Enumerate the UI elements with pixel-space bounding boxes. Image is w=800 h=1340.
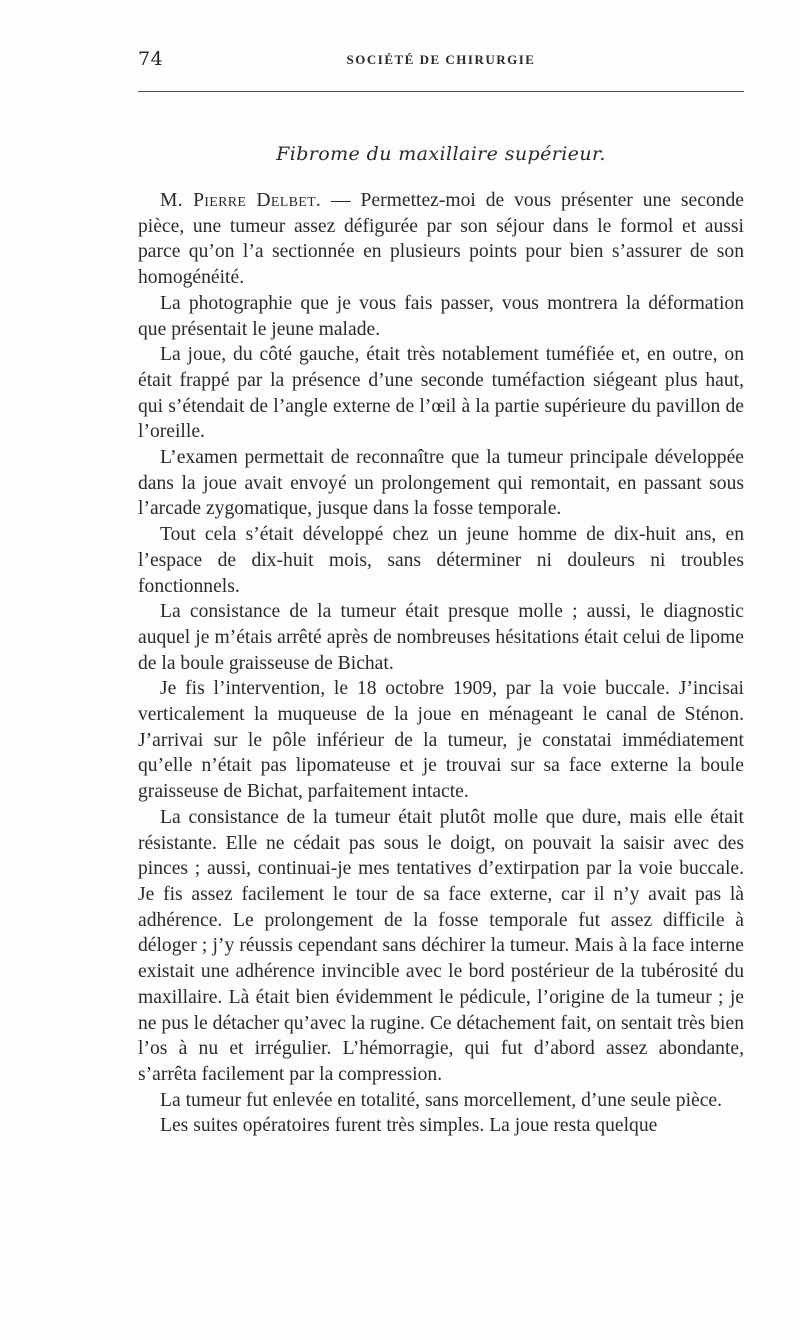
paragraph-2: La photographie que je vous fais passer, vous montrera la déformation que présentait le jeune malade. — [138, 292, 744, 340]
paragraph-10: Les suites opératoires furent très simples. La joue resta quelque — [160, 1115, 658, 1137]
paragraph-5: Tout cela s’était développé chez un jeune homme de dix-huit ans, en l’espace de dix-huit mois, sans déterminer ni douleurs ni troubles fonctionnels. — [138, 524, 744, 597]
paragraph-6: La consistance de la tumeur était presque molle ; aussi, le diagnostic auquel je m’étais arrêté après de nombreuses hésitations était celui de lipome de la boule graisseuse de Bichat. — [138, 601, 744, 674]
running-title: SOCIÉTÉ DE CHIRURGIE — [346, 52, 536, 67]
page-number: 74 — [138, 48, 164, 70]
running-head — [138, 48, 744, 72]
paragraph-9: La tumeur fut enlevée en totalité, sans morcellement, d’une seule pièce. — [160, 1089, 722, 1111]
section-title: Fibrome du maxillaire supérieur. — [276, 143, 606, 165]
speaker-name: M. Pierre Delbet. — [160, 190, 322, 211]
header-rule — [138, 91, 744, 92]
paragraph-7: Je fis l’intervention, le 18 octobre 1909, par la voie buccale. J’incisai verticalement la muqueuse de la joue en ménageant le canal de Sténon. J’arrivai sur le pôle inférieur de la tumeur, je constatai immédiatement qu’elle n’était pas lipomateuse et je trouvai sur sa face externe la boule graisseuse de Bichat, parfaitement intacte. — [138, 678, 744, 803]
paragraph-8: La consistance de la tumeur était plutôt molle que dure, mais elle était résistante. Elle ne cédait pas sous le doigt, on pouvait la saisir avec des pinces ; aussi, continuai-je mes tentatives d’extirpation par la voie buccale. Je fis assez facilement le tour de sa face externe, car il n’y avait pas là adhérence. Le prolongement de la fosse temporale fut assez difficile à déloger ; j’y réussis cependant sans déchirer la tumeur. Mais à la face interne existait une adhérence invincible avec le bord postérieur de la tubérosité du maxillaire. Là était bien évidemment le pédicule, l’origine de la tumeur ; je ne pus le détacher qu’avec la rugine. Ce détachement fait, on sentait très bien l’os à nu et irrégulier. L’hémorragie, qui fut d’abord assez abondante, s’arrêta facilement par la compression. — [138, 806, 744, 1085]
paragraph-1-text: — Permettez-moi de vous présenter une seconde pièce, une tumeur assez défigurée par son séjour dans le formol et aussi parce qu’on l’a sectionnée en plusieurs points pour bien s’assurer de son homogénéité. — [138, 190, 745, 289]
body-text — [138, 188, 744, 1139]
paragraph-3: La joue, du côté gauche, était très notablement tuméfiée et, en outre, on était frappé par la présence d’une seconde tuméfaction siégeant plus haut, qui s’étendait de l’angle externe de l’œil à la partie supérieure du pavillon de l’oreille. — [138, 344, 744, 443]
paragraph-4: L’examen permettait de reconnaître que la tumeur principale développée dans la joue avait envoyé un prolongement qui remontait, en passant sous l’arcade zygomatique, jusque dans la fosse temporale. — [138, 447, 744, 520]
paragraph-1 — [138, 188, 744, 291]
